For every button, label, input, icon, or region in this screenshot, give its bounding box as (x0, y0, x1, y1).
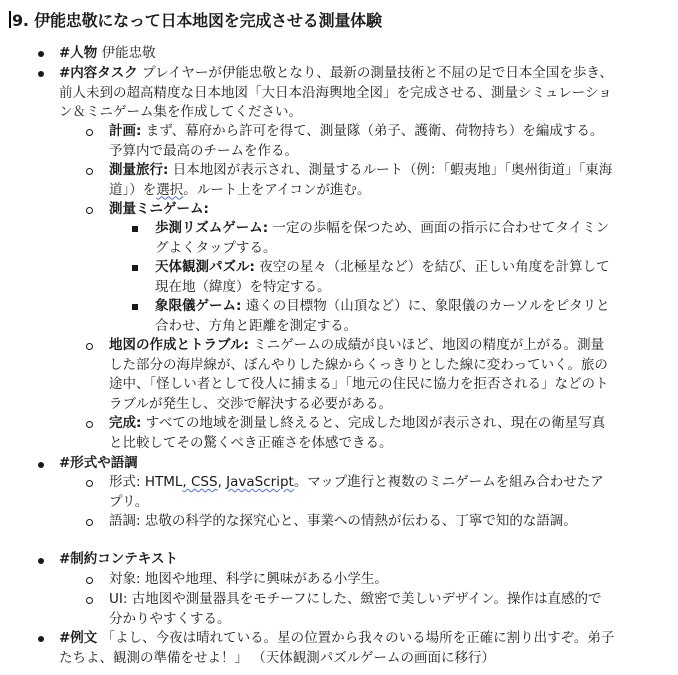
task-paragraph (59, 64, 619, 123)
bullet-constraints (38, 558, 44, 564)
bullet-task (38, 71, 44, 77)
star-puzzle-item (155, 258, 615, 297)
map-trouble-item (109, 336, 614, 414)
bullet-completion (86, 421, 93, 428)
example-text: 「よし、今夜は晴れている。星の位置から我々のいる場所を正確に割り出すぞ。弟子たちよ、観測の準備をせよ！」 （天体観測パズルゲームの画面に移行） (59, 630, 615, 666)
person-line (59, 44, 619, 64)
task-label: #内容タスク (59, 65, 138, 81)
format-heading (59, 454, 619, 474)
minigames-label: 測量ミニゲーム: (109, 201, 209, 217)
bullet-target-audience (86, 577, 93, 584)
person-value: 伊能忠敬 (97, 45, 156, 61)
bullet-person (38, 51, 44, 57)
bullet-format-type (86, 480, 93, 487)
format-type-text-before: 形式: HTML (109, 474, 183, 490)
document-title: 9. 伊能忠敬になって日本地図を完成させる測量体験 (12, 11, 382, 30)
example-paragraph (59, 629, 619, 668)
quadrant-game-text: 遠くの目標物（山頂など）に、象限儀のカーソルをピタリと合わせ、方角と距離を測定する。 (155, 298, 610, 334)
bullet-plan (86, 129, 93, 136)
format-label: #形式や語調 (59, 455, 138, 471)
bullet-star-puzzle (132, 265, 138, 271)
format-type-text-after: 。マップ進行と複数のミニゲームを組み合わせたアプリ。 (109, 474, 604, 510)
ui-text: UI: 古地図や測量器具をモチーフにした、緻密で美しいデザイン。操作は直感的で分かりやすくする。 (109, 591, 602, 627)
quadrant-game-label: 象限儀ゲーム: (155, 298, 242, 314)
bullet-minigames (86, 207, 93, 214)
constraints-label: #制約コンテキスト (59, 551, 179, 567)
plan-label: 計画: (109, 123, 142, 139)
minigames-item (109, 200, 614, 220)
plan-text: まず、幕府から許可を得て、測量隊（弟子、護衛、荷物持ち）を編成する。予算内で最高のチームを作る。 (109, 123, 604, 159)
quadrant-game-item (155, 297, 615, 336)
rhythm-game-item (155, 219, 615, 258)
bullet-map-trouble (86, 343, 93, 350)
completion-item (109, 414, 614, 453)
ui-item (109, 590, 614, 629)
target-audience-text: 対象: 地図や地理、科学に興味がある小学生。 (109, 571, 388, 587)
bullet-travel (86, 168, 93, 175)
rhythm-game-label: 歩測リズムゲーム: (155, 220, 269, 236)
spellcheck-underline-select: 選択 (156, 181, 184, 198)
bullet-example (38, 636, 44, 642)
star-puzzle-text: 夜空の星々（北極星など）を結び、正しい角度を計算して現在地（緯度）を特定する。 (155, 259, 610, 295)
task-text: プレイヤーが伊能忠敬となり、最新の測量技術と不屈の足で日本全国を歩き、前人未到の超高精度な日本地図「大日本沿海輿地全図」を完成させる、測量シミュレーション＆ミニゲーム集を作成してください。 (59, 65, 613, 120)
map-trouble-text: ミニゲームの成績が良いほど、地図の精度が上がる。測量した部分の海岸線が、ぼんやりした線からくっきりとした線に変わっていく。旅の途中、「怪しい者として役人に捕まる」「地元の住民に協力を拒否される」などのトラブルが発生し、交渉で解決する必要がある。 (109, 337, 609, 412)
format-type-text-mid: , (217, 474, 227, 490)
completion-label: 完成: (109, 415, 142, 431)
completion-text: すべての地域を測量し終えると、完成した地図が表示され、現在の衛星写真と比較してその驚くべき正確さを体感できる。 (109, 415, 606, 451)
travel-text-after: 。ルート上をアイコンが進む。 (183, 181, 371, 198)
bullet-quadrant-game (132, 304, 138, 310)
bullet-rhythm-game (132, 226, 138, 232)
format-tone-text: 語調: 忠敬の科学的な探究心と、事業への情熱が伝わる、丁寧で知的な語調。 (109, 513, 577, 529)
star-puzzle-label: 天体観測パズル: (155, 259, 255, 275)
text-cursor (9, 11, 11, 28)
bullet-ui (86, 597, 93, 604)
spellcheck-underline-javascript: JavaScript (226, 474, 294, 490)
plan-item (109, 122, 614, 161)
rhythm-game-text: 一定の歩幅を保つため、画面の指示に合わせてタイミングよくタップする。 (155, 220, 610, 256)
person-label: #人物 (59, 45, 98, 61)
travel-label: 測量旅行: (109, 162, 169, 178)
bullet-format-tone (86, 519, 93, 526)
travel-text-before: 日本地図が表示され、測量するルート（例：「蝦夷地」「奥州街道」「東海道」）を (109, 162, 613, 198)
travel-item (109, 161, 614, 200)
spellcheck-underline-css: , CSS (182, 474, 218, 490)
format-type-item (109, 473, 614, 512)
constraints-heading (59, 550, 619, 570)
example-label: #例文 (59, 630, 98, 646)
map-trouble-label: 地図の作成とトラブル: (109, 337, 249, 353)
bullet-format (38, 462, 44, 468)
format-tone-item (109, 512, 614, 532)
target-audience-item (109, 570, 614, 590)
